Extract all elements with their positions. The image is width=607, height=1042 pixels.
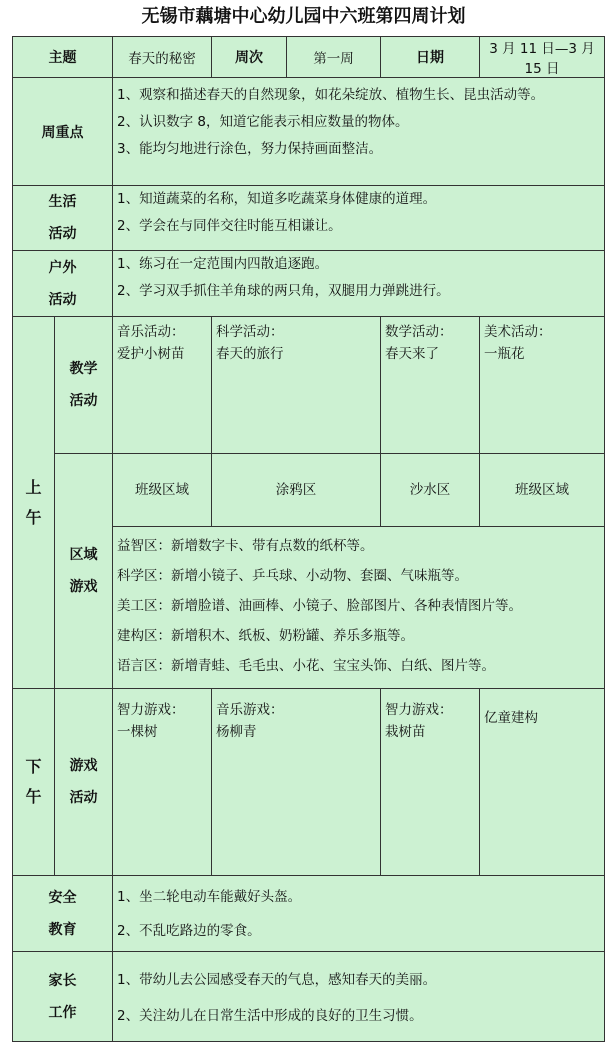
life-item: 2、学会在与同伴交往时能互相谦让。 (117, 218, 342, 234)
activity-type: 科学活动： (216, 324, 284, 340)
teaching-label-line: 教学 (69, 361, 98, 377)
life-content (113, 186, 605, 251)
area-name: 班级区域 (480, 454, 605, 527)
game-label-line: 游戏 (69, 758, 98, 774)
activity-type: 数学活动： (385, 324, 453, 340)
area-item: 建构区：新增积木、纸板、奶粉罐、养乐多瓶等。 (117, 628, 414, 644)
afternoon-row (13, 689, 605, 876)
outdoor-item: 2、学习双手抓住羊角球的两只角，双腿用力弹跳进行。 (117, 283, 450, 299)
area-name: 涂鸦区 (212, 454, 381, 527)
game-type: 智力游戏： (385, 702, 453, 718)
safety-label (13, 876, 113, 952)
game-name: 栽树苗 (385, 724, 426, 740)
safety-label-line: 教育 (48, 921, 77, 938)
header-row (13, 37, 605, 78)
teaching-row (13, 317, 605, 454)
safety-item: 2、不乱吃路边的零食。 (117, 923, 261, 939)
game-label-line: 活动 (69, 790, 98, 806)
game-type: 智力游戏： (117, 702, 185, 718)
life-label-line: 活动 (48, 226, 77, 242)
life-label-line: 生活 (48, 194, 77, 210)
focus-item: 1、观察和描述春天的自然现象，如花朵绽放、植物生长、昆虫活动等。 (117, 87, 545, 103)
parents-item: 2、关注幼儿在日常生活中形成的良好的卫生习惯。 (117, 1008, 423, 1024)
teaching-activity (480, 317, 605, 454)
week-label: 周次 (212, 37, 287, 78)
teaching-activity (113, 317, 212, 454)
activity-type: 美术活动： (484, 324, 552, 340)
weekly-plan-table (12, 36, 605, 1042)
theme-label: 主题 (13, 37, 113, 78)
activity-type: 音乐活动： (117, 324, 185, 340)
teaching-label-line: 活动 (69, 393, 98, 409)
theme-value: 春天的秘密 (113, 37, 212, 78)
outdoor-label (13, 251, 113, 317)
focus-row (13, 78, 605, 186)
area-item: 美工区：新增脸谱、油画棒、小镜子、脸部图片、各种表情图片等。 (117, 598, 522, 614)
area-item: 科学区：新增小镜子、乒乓球、小动物、套圈、气味瓶等。 (117, 568, 468, 584)
game-name: 杨柳青 (216, 724, 257, 740)
morning-label-line: 午 (25, 507, 42, 527)
area-label-line: 游戏 (69, 579, 98, 595)
week-value: 第一周 (287, 37, 381, 78)
focus-item: 2、认识数字 8，知道它能表示相应数量的物体。 (117, 114, 409, 130)
area-name: 沙水区 (381, 454, 480, 527)
parents-label (13, 952, 113, 1042)
area-label (55, 454, 113, 689)
outdoor-label-line: 活动 (48, 291, 77, 308)
life-label (13, 186, 113, 251)
focus-item: 3、能均匀地进行涂色，努力保持画面整洁。 (117, 141, 383, 157)
date-label: 日期 (381, 37, 480, 78)
parents-content (113, 952, 605, 1042)
teaching-activity (381, 317, 480, 454)
focus-label: 周重点 (13, 78, 113, 186)
parents-label-line: 家长 (48, 972, 77, 989)
outdoor-item: 1、练习在一定范围内四散追逐跑。 (117, 256, 329, 272)
parents-row (13, 952, 605, 1042)
area-name: 班级区域 (113, 454, 212, 527)
area-content (113, 527, 605, 689)
teaching-activity (212, 317, 381, 454)
game-cell (480, 689, 605, 876)
safety-row (13, 876, 605, 952)
teaching-label (55, 317, 113, 454)
outdoor-label-line: 户外 (48, 259, 77, 276)
outdoor-content (113, 251, 605, 317)
focus-content (113, 78, 605, 186)
date-value: 3 月 11 日—3 月 15 日 (480, 37, 605, 78)
game-cell (113, 689, 212, 876)
safety-item: 1、坐二轮电动车能戴好头盔。 (117, 889, 302, 905)
area-label-line: 区域 (69, 547, 98, 563)
area-names-row (13, 454, 605, 527)
game-label (55, 689, 113, 876)
activity-name: 爱护小树苗 (117, 346, 185, 362)
area-item: 语言区：新增青蛙、毛毛虫、小花、宝宝头饰、白纸、图片等。 (117, 658, 495, 674)
game-cell (212, 689, 381, 876)
game-type: 音乐游戏： (216, 702, 284, 718)
safety-label-line: 安全 (48, 889, 77, 906)
game-type: 亿童建构 (484, 710, 538, 726)
parents-item: 1、带幼儿去公园感受春天的气息，感知春天的美丽。 (117, 972, 437, 988)
activity-name: 春天的旅行 (216, 346, 284, 362)
page-title: 无锡市藕塘中心幼儿园中六班第四周计划 (141, 6, 466, 27)
morning-label (13, 317, 55, 689)
afternoon-label-line: 下 (25, 757, 42, 776)
morning-label-line: 上 (25, 477, 42, 497)
life-item: 1、知道蔬菜的名称，知道多吃蔬菜身体健康的道理。 (117, 191, 437, 207)
activity-name: 一瓶花 (484, 346, 525, 362)
life-row (13, 186, 605, 251)
afternoon-label-line: 午 (25, 787, 42, 806)
area-item: 益智区：新增数字卡、带有点数的纸杯等。 (117, 538, 374, 554)
game-cell (381, 689, 480, 876)
activity-name: 春天来了 (385, 346, 439, 362)
parents-label-line: 工作 (48, 1004, 77, 1021)
safety-content (113, 876, 605, 952)
afternoon-label (13, 689, 55, 876)
game-name: 一棵树 (117, 724, 158, 740)
outdoor-row (13, 251, 605, 317)
